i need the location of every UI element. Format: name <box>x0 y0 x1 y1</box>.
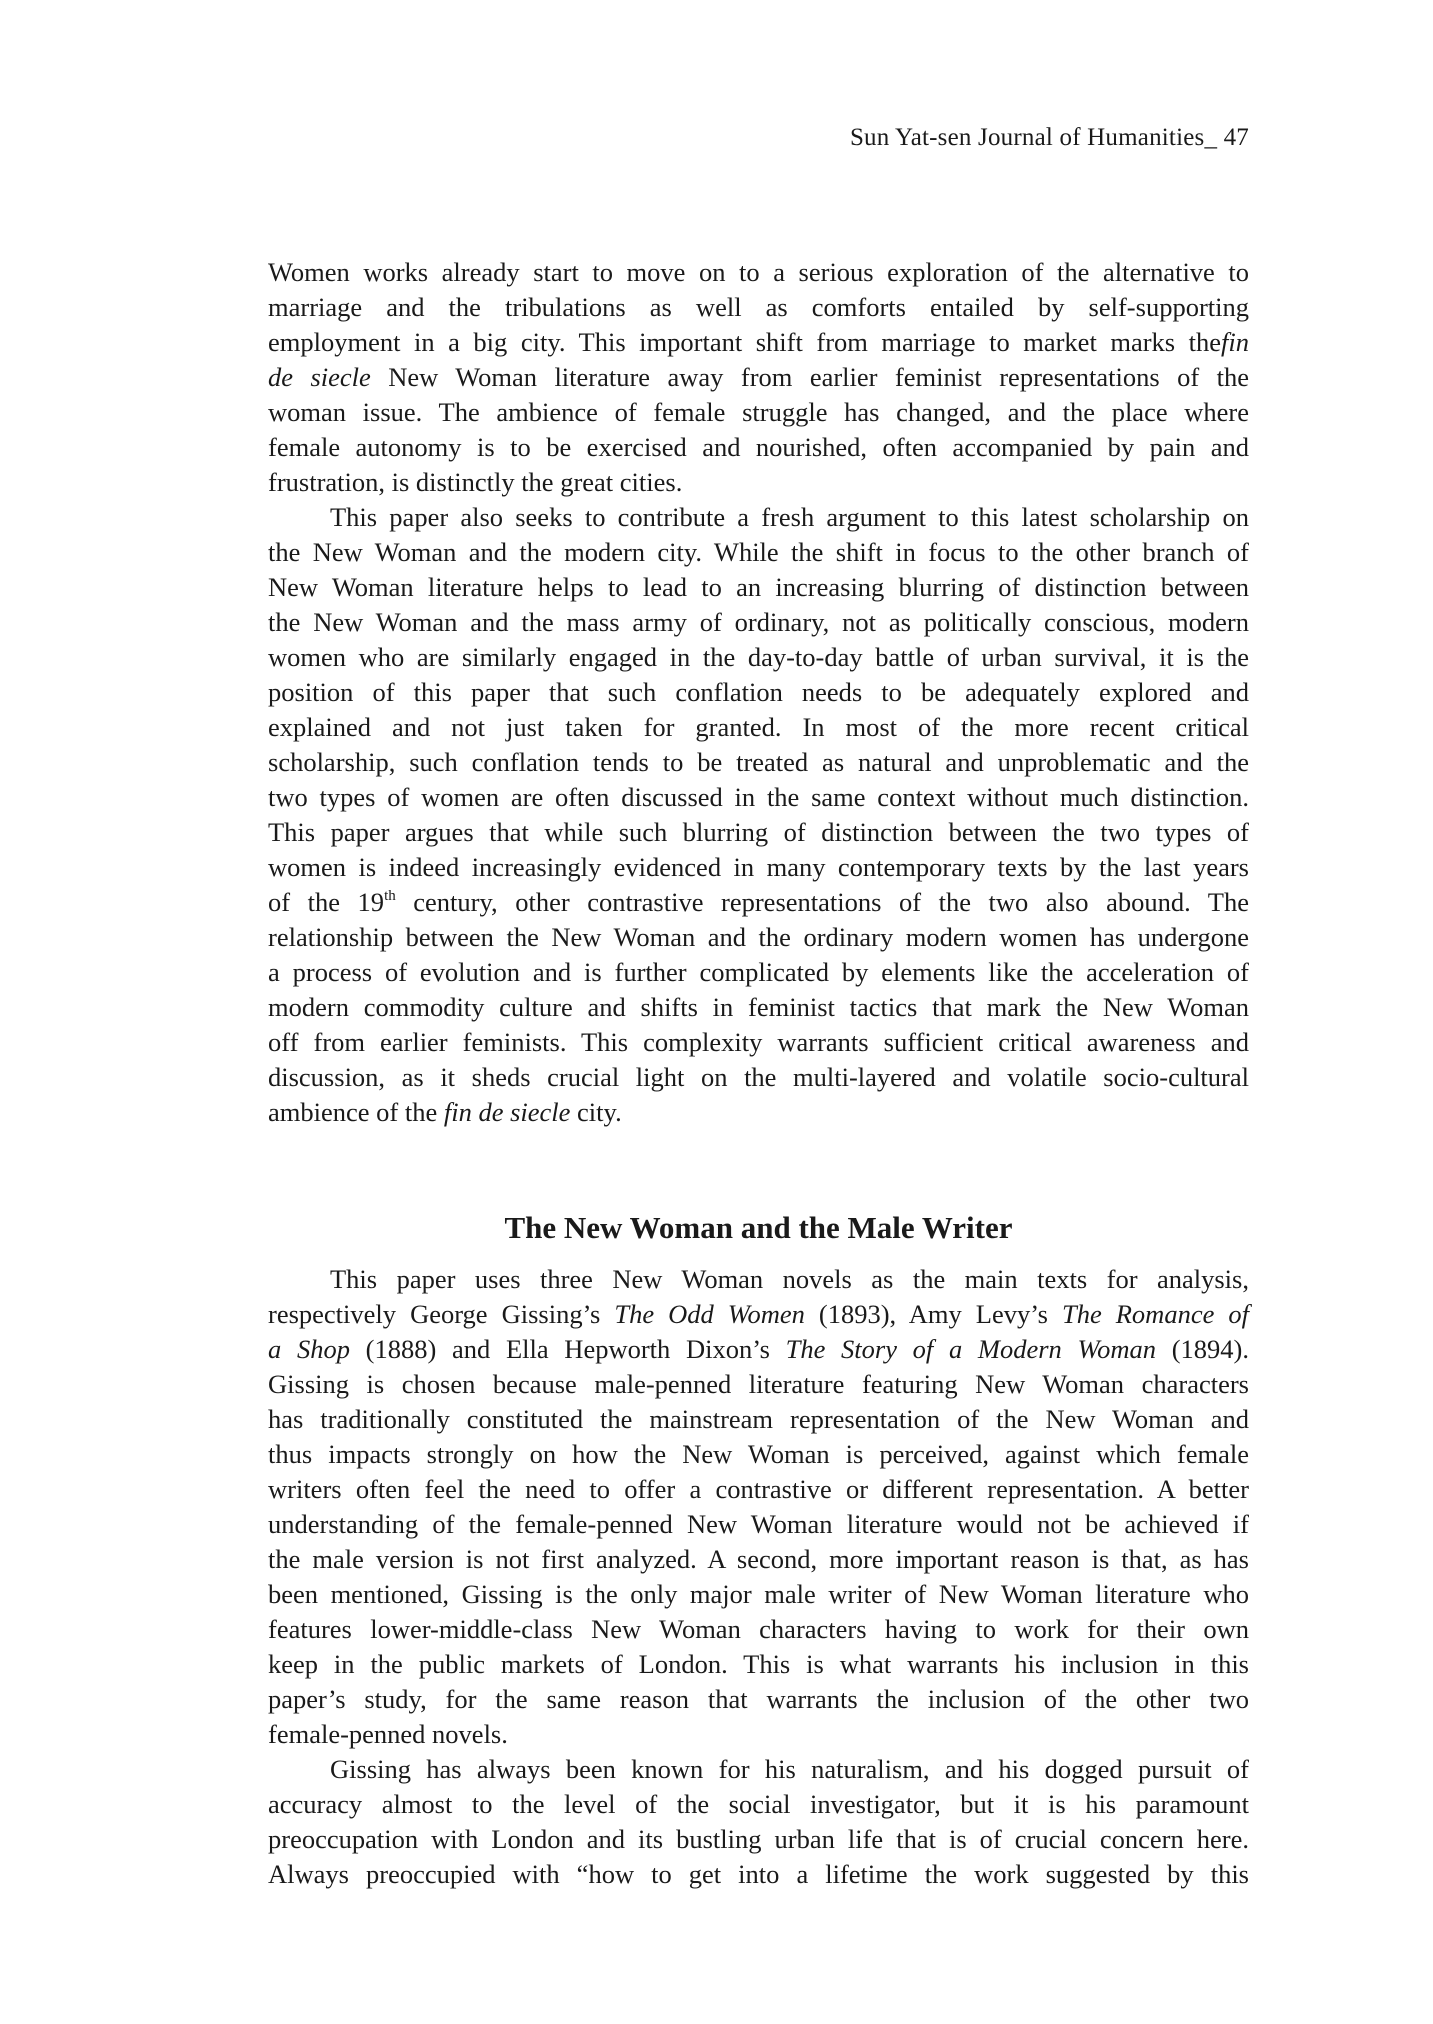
text-line: of the 19th century, other contrastive representations of the two also abound. The <box>268 887 1249 917</box>
text-line: the New Woman and the modern city. While the shift in focus to the other branch of <box>268 537 1249 567</box>
text-line: New Woman literature helps to lead to an increasing blurring of distinction between <box>268 572 1249 602</box>
section-heading: The New Woman and the Male Writer <box>504 1210 1013 1245</box>
text-line: relationship between the New Woman and the ordinary modern women has undergone <box>268 922 1249 952</box>
text-line: frustration, is distinctly the great cities. <box>268 467 683 497</box>
text-line: thus impacts strongly on how the New Woman is perceived, against which female <box>268 1439 1249 1469</box>
text-line: writers often feel the need to offer a contrastive or different representation. A better <box>268 1474 1249 1504</box>
text-line: understanding of the female-penned New Woman literature would not be achieved if <box>268 1509 1249 1539</box>
text-line: marriage and the tribulations as well as comforts entailed by self-supporting <box>268 292 1249 322</box>
text-line: a Shop (1888) and Ella Hepworth Dixon’s The Story of a Modern Woman (1894). <box>268 1334 1249 1364</box>
text-line: two types of women are often discussed in the same context without much distinction. <box>268 782 1249 812</box>
superscript-th: th <box>384 888 396 904</box>
text-line: Gissing is chosen because male-penned literature featuring New Woman characters <box>268 1369 1249 1399</box>
italic-term: fin <box>1221 327 1249 357</box>
text-line: been mentioned, Gissing is the only major male writer of New Woman literature who <box>268 1579 1249 1609</box>
text-line: keep in the public markets of London. This is what warrants his inclusion in this <box>268 1649 1249 1679</box>
text-line: a process of evolution and is further complicated by elements like the acceleration of <box>268 957 1249 987</box>
italic-term: de siecle <box>268 362 371 392</box>
text-line: accuracy almost to the level of the social investigator, but it is his paramount <box>268 1789 1249 1819</box>
running-header: Sun Yat-sen Journal of Humanities_ 47 <box>849 124 1249 151</box>
text-line: respectively George Gissing’s The Odd Women (1893), Amy Levy’s The Romance of <box>268 1299 1249 1329</box>
italic-title: The Romance of <box>1061 1299 1249 1329</box>
text-line: features lower-middle-class New Woman characters having to work for their own <box>268 1614 1249 1644</box>
text-line: off from earlier feminists. This complexity warrants sufficient critical awareness and <box>268 1027 1249 1057</box>
text-line: ambience of the fin de siecle city. <box>268 1097 622 1127</box>
text-line: Women works already start to move on to a serious exploration of the alternative to <box>268 257 1249 287</box>
text-line: Always preoccupied with “how to get into a lifetime the work suggested by this <box>268 1859 1249 1889</box>
text-line: Gissing has always been known for his naturalism, and his dogged pursuit of <box>330 1754 1249 1784</box>
italic-title: The Story of a Modern Woman <box>785 1334 1157 1364</box>
text-line: has traditionally constituted the mainstream representation of the New Woman and <box>268 1404 1249 1434</box>
text-line: explained and not just taken for granted. In most of the more recent critical <box>268 712 1249 742</box>
text-line: women who are similarly engaged in the day-to-day battle of urban survival, it is the <box>268 642 1249 672</box>
italic-title: The Odd Women <box>614 1299 805 1329</box>
text-line: women is indeed increasingly evidenced in many contemporary texts by the last years <box>268 852 1249 882</box>
text-line: This paper also seeks to contribute a fresh argument to this latest scholarship on <box>330 502 1249 532</box>
text-line: woman issue. The ambience of female struggle has changed, and the place where <box>268 397 1249 427</box>
text-line: the male version is not first analyzed. A second, more important reason is that, as has <box>268 1544 1249 1574</box>
text-line: employment in a big city. This important shift from marriage to market marks thefin <box>268 327 1249 357</box>
text-line: paper’s study, for the same reason that warrants the inclusion of the other two <box>268 1684 1249 1714</box>
italic-term: fin de siecle <box>443 1097 571 1127</box>
text-line: female autonomy is to be exercised and nourished, often accompanied by pain and <box>268 432 1249 462</box>
text-line: preoccupation with London and its bustling urban life that is of crucial concern here. <box>268 1824 1249 1854</box>
text-line: position of this paper that such conflation needs to be adequately explored and <box>268 677 1249 707</box>
text-line: de siecle New Woman literature away from earlier feminist representations of the <box>268 362 1249 392</box>
italic-title: a Shop <box>268 1334 350 1364</box>
text-line: This paper uses three New Woman novels as the main texts for analysis, <box>330 1264 1249 1294</box>
text-line: This paper argues that while such blurring of distinction between the two types of <box>268 817 1249 847</box>
text-line: the New Woman and the mass army of ordinary, not as politically conscious, modern <box>268 607 1249 637</box>
text-line: female-penned novels. <box>268 1719 508 1749</box>
text-line: discussion, as it sheds crucial light on the multi-layered and volatile socio-cultural <box>268 1062 1249 1092</box>
text-line: modern commodity culture and shifts in feminist tactics that mark the New Woman <box>268 992 1249 1022</box>
text-line: scholarship, such conflation tends to be treated as natural and unproblematic and the <box>268 747 1249 777</box>
